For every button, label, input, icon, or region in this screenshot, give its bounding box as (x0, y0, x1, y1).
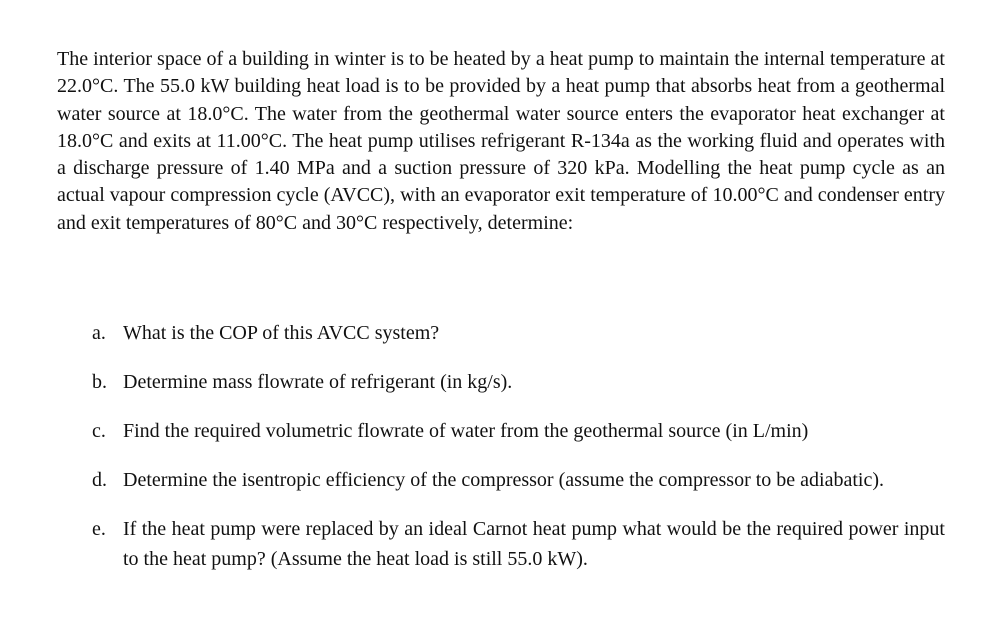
question-letter: b. (92, 371, 107, 393)
question-text: Determine mass flowrate of refrigerant (in kg/s). (123, 371, 513, 393)
question-a (92, 318, 945, 348)
question-text: If the heat pump were replaced by an ideal Carnot heat pump what would be the required power input to the heat pump? (Assume the heat load is still 55.0 kW). (123, 518, 945, 570)
question-list (92, 318, 945, 574)
question-letter: d. (92, 469, 107, 491)
question-text: Find the required volumetric flowrate of water from the geothermal source (in L/min) (123, 420, 809, 442)
question-letter: e. (92, 518, 106, 540)
question-text: Determine the isentropic efficiency of the compressor (assume the compressor to be adiabatic). (123, 469, 885, 491)
question-c (92, 416, 945, 446)
question-e (92, 514, 945, 574)
question-d (92, 465, 945, 495)
question-text: What is the COP of this AVCC system? (123, 322, 440, 344)
problem-statement: The interior space of a building in winter is to be heated by a heat pump to maintain the internal temperature at 22.0°C. The 55.0 kW building heat load is to be provided by a heat pump that absorbs heat from a geothermal water source at 18.0°C. The water from the geothermal water source enters the evaporator heat exchanger at 18.0°C and exits at 11.00°C. The heat pump utilises refrigerant R-134a as the working fluid and operates with a discharge pressure of 1.40 MPa and a suction pressure of 320 kPa. Modelling the heat pump cycle as an actual vapour compression cycle (AVCC), with an evaporator exit temperature of 10.00°C and condenser entry and exit temperatures of 80°C and 30°C respectively, determine: (57, 48, 945, 234)
question-letter: a. (92, 322, 106, 344)
question-letter: c. (92, 420, 106, 442)
question-b (92, 367, 945, 397)
